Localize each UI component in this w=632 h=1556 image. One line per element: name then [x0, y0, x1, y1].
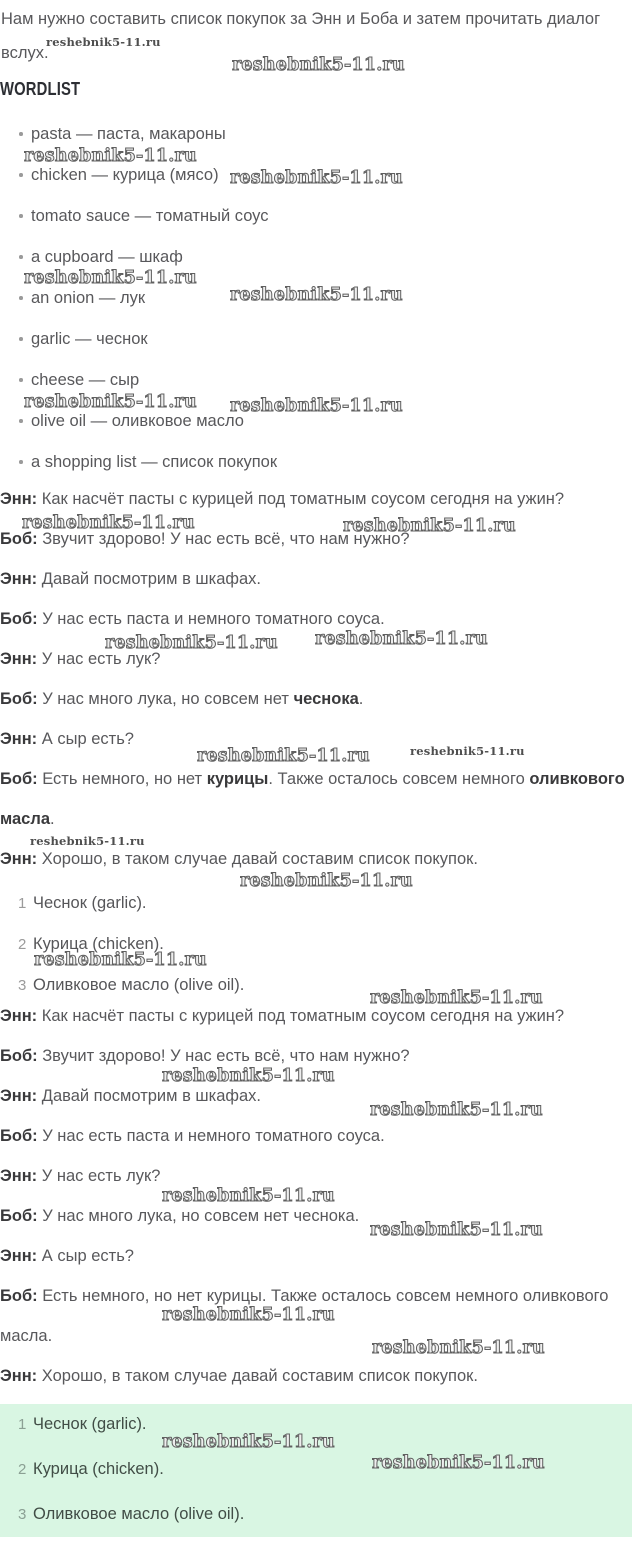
list-item-text: Чеснок (garlic).	[33, 1415, 147, 1433]
shopping-list-item	[0, 893, 632, 914]
wordlist-item	[0, 330, 632, 348]
dialogue-line	[0, 1276, 632, 1356]
wordlist-item	[0, 371, 632, 389]
dialogue-line	[0, 839, 632, 879]
highlighted-word: курицы	[206, 770, 269, 788]
dialogue-line	[0, 679, 632, 719]
dialogue-text: .	[50, 810, 55, 828]
dialogue-line	[0, 1236, 632, 1276]
list-item-number: 2	[18, 936, 27, 953]
watermark-text: reshebnik5-11.ru	[372, 1453, 545, 1473]
wordlist-item-text: chicken — курица (мясо)	[31, 166, 219, 184]
shopping-list	[0, 893, 632, 996]
speaker-name: Энн:	[0, 570, 38, 588]
watermark-text: reshebnik5-11.ru	[370, 988, 543, 1008]
dialogue-line	[0, 719, 632, 759]
wordlist-item-text: tomato sauce — томатный соус	[31, 207, 269, 225]
watermark-text: reshebnik5-11.ru	[372, 1338, 545, 1358]
wordlist-item-text: an onion — лук	[31, 289, 146, 307]
shopping-list-item	[0, 1504, 632, 1525]
speaker-name: Энн:	[0, 1007, 38, 1025]
watermark-text: reshebnik5-11.ru	[24, 146, 197, 166]
dialogue-line	[0, 996, 632, 1036]
dialogue-text: Хорошо, в таком случае давай составим список покупок.	[41, 1367, 478, 1385]
dialogue-text: . Также осталось совсем немного	[268, 770, 530, 788]
watermark-text: reshebnik5-11.ru	[34, 950, 207, 970]
speaker-name: Боб:	[0, 1207, 38, 1225]
watermark-text: reshebnik5-11.ru	[22, 513, 195, 533]
speaker-name: Боб:	[0, 1287, 38, 1305]
speaker-name: Энн:	[0, 490, 38, 508]
shopping-list-item	[0, 1459, 632, 1480]
dialogue-line	[0, 1036, 632, 1076]
list-item-number: 1	[18, 1416, 27, 1433]
dialogue-line	[0, 1196, 632, 1236]
dialogue-text: .	[358, 690, 364, 708]
list-item-text: Курица (chicken).	[33, 1460, 164, 1478]
list-item-text: Оливковое масло (olive oil).	[33, 976, 245, 994]
list-item-text: Курица (chicken).	[33, 935, 164, 953]
dialogue-line	[0, 1356, 632, 1396]
dialogue-text: Хорошо, в таком случае давай составим список покупок.	[41, 850, 478, 868]
wordlist-title	[0, 78, 632, 99]
shopping-list-item	[0, 1414, 632, 1435]
dialogue-text: У нас есть лук?	[41, 1167, 161, 1185]
dialogue-line	[0, 599, 632, 639]
dialogue-plain	[0, 996, 632, 1396]
highlighted-word: оливкового масла	[0, 770, 625, 828]
dialogue-line	[0, 639, 632, 679]
watermark-text: reshebnik5-11.ru	[105, 633, 278, 653]
highlighted-word: чеснока	[293, 690, 359, 708]
wordlist-item	[0, 248, 632, 266]
watermark-text: reshebnik5-11.ru	[240, 871, 413, 891]
watermark-text: reshebnik5-11.ru	[230, 168, 403, 188]
wordlist-item-text: pasta — паста, макароны	[31, 125, 226, 143]
speaker-name: Боб:	[0, 690, 38, 708]
dialogue-line	[0, 559, 632, 599]
watermark-text: reshebnik5-11.ru	[162, 1066, 335, 1086]
watermark-text: reshebnik5-11.ru	[410, 744, 525, 758]
shopping-list-item	[0, 975, 632, 996]
list-item-number: 1	[18, 895, 27, 912]
list-item-text: Оливковое масло (olive oil).	[33, 1505, 245, 1523]
watermark-text: reshebnik5-11.ru	[46, 35, 161, 49]
dialogue-line	[0, 479, 632, 519]
dialogue-line	[0, 759, 632, 839]
list-item-text: Чеснок (garlic).	[33, 894, 147, 912]
wordlist-item	[0, 412, 632, 430]
speaker-name: Энн:	[0, 850, 38, 868]
dialogue-text: Звучит здорово! У нас есть всё, что нам нужно?	[42, 1047, 410, 1065]
dialogue-line	[0, 1076, 632, 1116]
speaker-name: Боб:	[0, 530, 38, 548]
speaker-name: Энн:	[0, 1087, 38, 1105]
wordlist-item-text: cheese — сыр	[31, 371, 140, 389]
watermark-text: reshebnik5-11.ru	[232, 55, 405, 75]
dialogue-line	[0, 1116, 632, 1156]
wordlist-item	[0, 166, 632, 184]
watermark-text: reshebnik5-11.ru	[162, 1432, 335, 1452]
wordlist-item-text: a cupboard — шкаф	[31, 248, 183, 266]
shopping-list-item	[0, 934, 632, 955]
dialogue-text: Звучит здорово! У нас есть всё, что нам нужно?	[42, 530, 410, 548]
speaker-name: Боб:	[0, 1127, 38, 1145]
speaker-name: Боб:	[0, 1047, 38, 1065]
watermark-text: reshebnik5-11.ru	[24, 392, 197, 412]
speaker-name: Энн:	[0, 650, 38, 668]
watermark-text: reshebnik5-11.ru	[30, 834, 145, 848]
dialogue-text: У нас много лука, но совсем нет чеснока.	[42, 1207, 360, 1225]
wordlist	[0, 125, 632, 471]
shopping-list-final	[0, 1414, 632, 1525]
dialogue-text: У нас есть паста и немного томатного соуса.	[42, 1127, 385, 1145]
dialogue-text: У нас много лука, но совсем нет	[42, 690, 294, 708]
dialogue-text: Давай посмотрим в шкафах.	[41, 570, 262, 588]
wordlist-item-text: olive oil — оливковое масло	[31, 412, 244, 430]
dialogue-text: У нас есть лук?	[41, 650, 161, 668]
speaker-name: Энн:	[0, 1367, 38, 1385]
dialogue-text: Как насчёт пасты с курицей под томатным соусом сегодня на ужин?	[41, 490, 565, 508]
dialogue-text: А сыр есть?	[41, 730, 134, 748]
watermark-text: reshebnik5-11.ru	[197, 746, 370, 766]
dialogue-line	[0, 1156, 632, 1196]
dialogue-text: Есть немного, но нет курицы. Также осталось совсем немного оливкового масла.	[0, 1287, 609, 1345]
watermark-text: reshebnik5-11.ru	[230, 396, 403, 416]
watermark-text: reshebnik5-11.ru	[315, 629, 488, 649]
wordlist-item	[0, 207, 632, 225]
watermark-text: reshebnik5-11.ru	[343, 516, 516, 536]
wordlist-item	[0, 453, 632, 471]
dialogue-text: Давай посмотрим в шкафах.	[41, 1087, 262, 1105]
list-item-number: 3	[18, 977, 27, 994]
wordlist-item-text: a shopping list — список покупок	[31, 453, 278, 471]
dialogue-with-highlights	[0, 479, 632, 879]
speaker-name: Энн:	[0, 730, 38, 748]
list-item-number: 2	[18, 1461, 27, 1478]
wordlist-item-text: garlic — чеснок	[31, 330, 148, 348]
list-item-number: 3	[18, 1506, 27, 1523]
dialogue-line	[0, 519, 632, 559]
dialogue-text: Есть немного, но нет	[42, 770, 207, 788]
dialogue-text: У нас есть паста и немного томатного соуса.	[42, 610, 385, 628]
wordlist-item	[0, 125, 632, 143]
dialogue-text: Как насчёт пасты с курицей под томатным соусом сегодня на ужин?	[41, 1007, 565, 1025]
watermark-text: reshebnik5-11.ru	[230, 285, 403, 305]
wordlist-item	[0, 289, 632, 307]
watermark-text: reshebnik5-11.ru	[370, 1220, 543, 1240]
speaker-name: Боб:	[0, 770, 38, 788]
speaker-name: Энн:	[0, 1167, 38, 1185]
wordlist-title-text: WORDLIST	[0, 78, 81, 99]
answer-box	[0, 1404, 632, 1537]
speaker-name: Боб:	[0, 610, 38, 628]
watermark-text: reshebnik5-11.ru	[162, 1305, 335, 1325]
dialogue-text: А сыр есть?	[41, 1247, 134, 1265]
watermark-text: reshebnik5-11.ru	[162, 1186, 335, 1206]
speaker-name: Энн:	[0, 1247, 38, 1265]
watermark-text: reshebnik5-11.ru	[24, 268, 197, 288]
watermark-text: reshebnik5-11.ru	[370, 1100, 543, 1120]
task-intro: Нам нужно составить список покупок за Энн и Боба и затем прочитать диалог вслух.	[1, 10, 601, 62]
